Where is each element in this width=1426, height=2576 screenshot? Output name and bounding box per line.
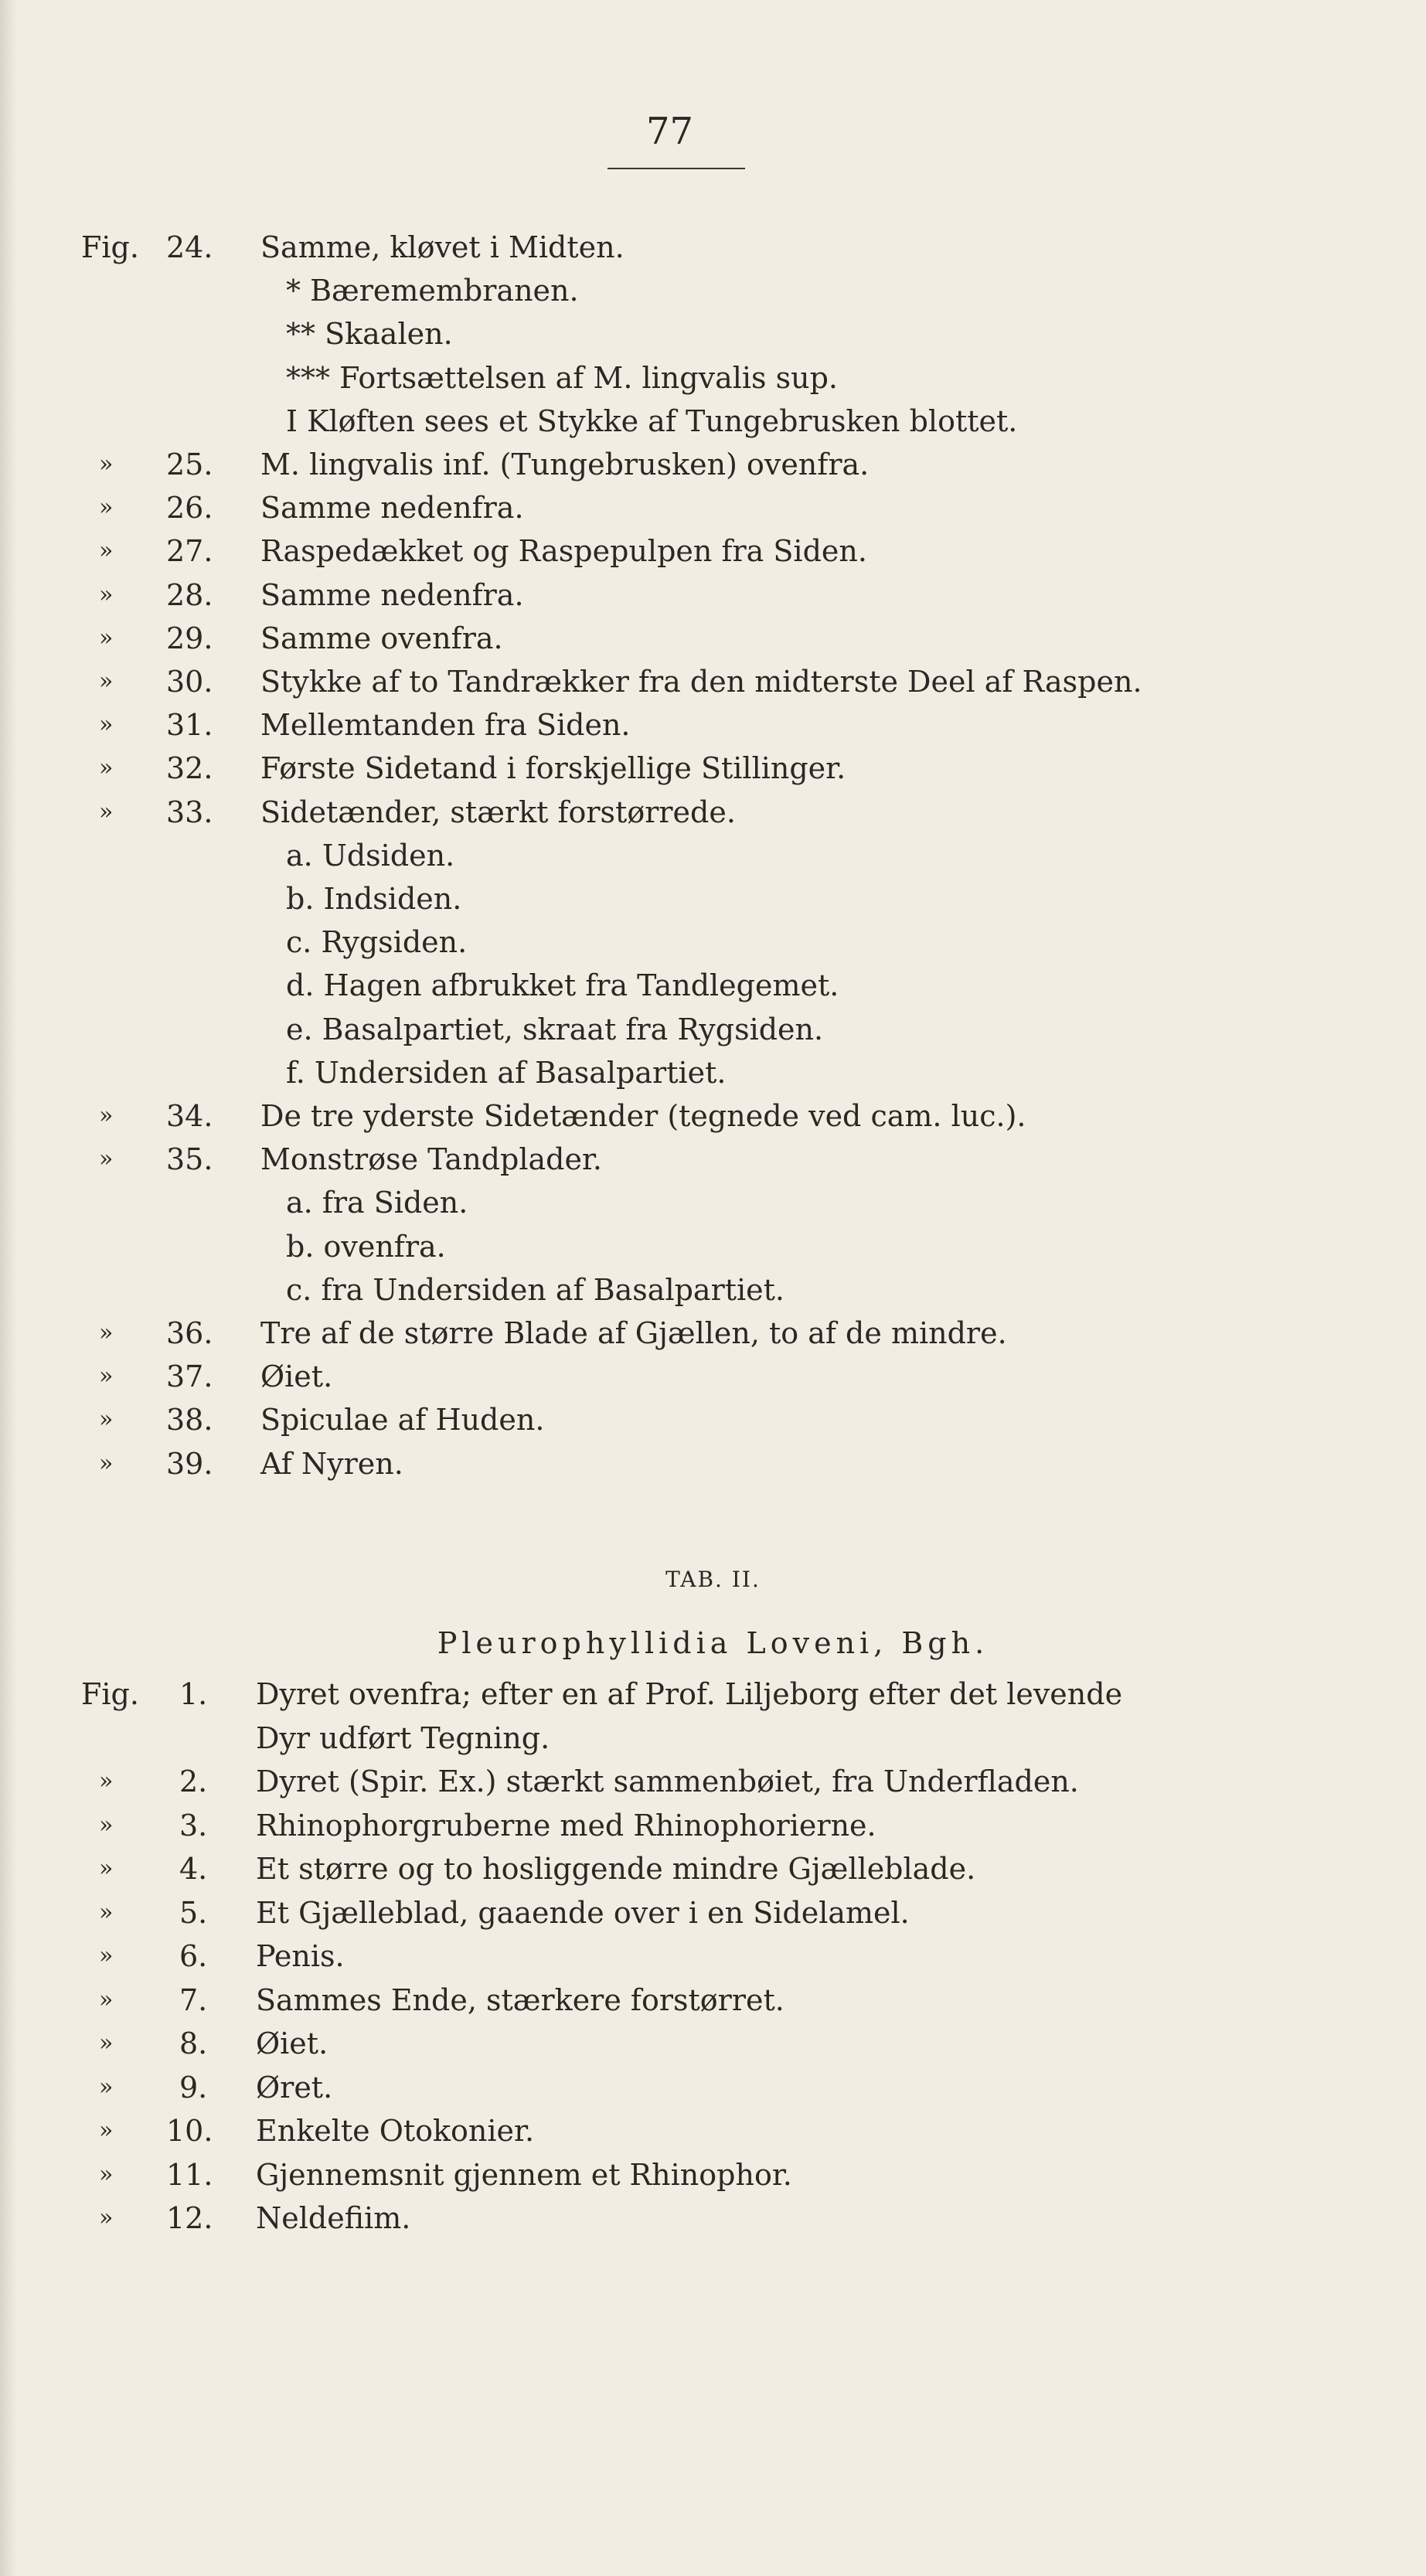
figure-number: 31. — [166, 708, 213, 742]
caption-row — [0, 356, 1426, 400]
caption-text: Sammes Ende, stærkere forstørret. — [256, 1983, 784, 2017]
caption-text: Spiculae af Huden. — [260, 1403, 545, 1437]
caption-row — [0, 1355, 1426, 1398]
caption-row — [0, 1673, 1426, 1716]
caption-row — [0, 226, 1426, 269]
caption-text: Sidetænder, stærkt forstørrede. — [260, 795, 736, 829]
figure-number: 33. — [166, 795, 213, 829]
ditto-mark: » — [99, 581, 114, 608]
caption-row — [0, 1268, 1426, 1312]
figure-number: 6. — [179, 1939, 208, 1973]
caption-row — [0, 1804, 1426, 1847]
caption-text: De tre yderste Sidetænder (tegnede ved cam. luc.). — [260, 1099, 1026, 1133]
caption-row — [0, 877, 1426, 920]
caption-text: I Kløften sees et Stykke af Tungebrusken blottet. — [286, 404, 1018, 438]
caption-row — [0, 617, 1426, 660]
figure-number: 39. — [166, 1447, 213, 1481]
caption-text: c. fra Undersiden af Basalpartiet. — [286, 1273, 784, 1307]
caption-row — [0, 1760, 1426, 1803]
fig-label: Fig. — [81, 1677, 139, 1711]
page-number: 77 — [646, 110, 694, 153]
caption-text: Samme, kløvet i Midten. — [260, 230, 625, 264]
caption-text: Dyr udført Tegning. — [256, 1721, 550, 1755]
caption-text: Øret. — [256, 2071, 333, 2105]
caption-text: Øiet. — [256, 2026, 328, 2060]
caption-text: Samme nedenfra. — [260, 491, 524, 525]
caption-row — [0, 703, 1426, 747]
caption-row — [0, 2066, 1426, 2109]
ditto-mark: » — [99, 2074, 114, 2101]
caption-row — [0, 1051, 1426, 1094]
figure-number: 35. — [166, 1142, 213, 1176]
figure-number: 29. — [166, 621, 213, 655]
figure-number: 38. — [166, 1403, 213, 1437]
ditto-mark: » — [99, 1812, 114, 1839]
caption-row — [0, 529, 1426, 573]
caption-text: Samme nedenfra. — [260, 578, 524, 612]
fig-label: Fig. — [81, 230, 139, 264]
caption-text: a. Udsiden. — [286, 839, 455, 873]
figure-number: 11. — [166, 2158, 213, 2192]
caption-text: f. Undersiden af Basalpartiet. — [286, 1056, 727, 1090]
figure-number: 5. — [179, 1896, 208, 1930]
ditto-mark: » — [99, 2117, 114, 2144]
caption-text: *** Fortsættelsen af M. lingvalis sup. — [286, 361, 838, 395]
caption-text: M. lingvalis inf. (Tungebrusken) ovenfra. — [260, 447, 870, 482]
ditto-mark: » — [99, 1855, 114, 1882]
ditto-mark: » — [99, 1450, 114, 1477]
ditto-mark: » — [99, 1942, 114, 1969]
caption-text: Mellemtanden fra Siden. — [260, 708, 631, 742]
caption-row — [0, 834, 1426, 877]
figure-number: 27. — [166, 534, 213, 568]
plate-label: TAB. II. — [665, 1567, 761, 1592]
ditto-mark: » — [99, 1102, 114, 1129]
figure-number: 2. — [179, 1764, 208, 1798]
caption-row — [0, 1181, 1426, 1224]
caption-text: ** Skaalen. — [286, 317, 453, 351]
figure-number: 12. — [166, 2201, 213, 2235]
caption-text: d. Hagen afbrukket fra Tandlegemet. — [286, 968, 839, 1002]
figure-number: 8. — [179, 2026, 208, 2060]
caption-row — [0, 964, 1426, 1007]
caption-row — [0, 1717, 1426, 1760]
caption-text: Stykke af to Tandrækker fra den midterste Deel af Raspen. — [260, 665, 1142, 699]
caption-row — [0, 1312, 1426, 1355]
caption-text: Et større og to hosliggende mindre Gjælleblade. — [256, 1852, 976, 1886]
ditto-mark: » — [99, 1145, 114, 1172]
figure-number: 25. — [166, 447, 213, 482]
caption-text: Rhinophorgruberne med Rhinophorierne. — [256, 1809, 876, 1843]
caption-text: Raspedækket og Raspepulpen fra Siden. — [260, 534, 867, 568]
ditto-mark: » — [99, 1363, 114, 1390]
caption-row — [0, 1979, 1426, 2022]
caption-text: Enkelte Otokonier. — [256, 2114, 535, 2148]
caption-text: Gjennemsnit gjennem et Rhinophor. — [256, 2158, 792, 2192]
caption-row — [0, 747, 1426, 790]
caption-text: Et Gjælleblad, gaaende over i en Sidelamel. — [256, 1896, 910, 1930]
caption-row — [0, 269, 1426, 312]
caption-text: c. Rygsiden. — [286, 925, 468, 959]
caption-row — [0, 1008, 1426, 1051]
ditto-mark: » — [99, 1899, 114, 1926]
ditto-mark: » — [99, 494, 114, 521]
caption-row — [0, 400, 1426, 443]
caption-text: Af Nyren. — [260, 1447, 403, 1481]
caption-text: Neldefiim. — [256, 2201, 411, 2235]
figure-number: 28. — [166, 578, 213, 612]
caption-row — [0, 2153, 1426, 2197]
ditto-mark: » — [99, 451, 114, 478]
caption-row — [0, 2197, 1426, 2240]
figure-number: 10. — [166, 2114, 213, 2148]
figure-number: 9. — [179, 2071, 208, 2105]
ditto-mark: » — [99, 754, 114, 781]
figure-number: 7. — [179, 1983, 208, 2017]
caption-text: Dyret ovenfra; efter en af Prof. Liljeborg efter det levende — [256, 1677, 1123, 1711]
caption-text: * Bæremembranen. — [286, 274, 579, 308]
caption-row — [0, 312, 1426, 356]
figure-number: 37. — [166, 1359, 213, 1393]
figure-number: 3. — [179, 1809, 208, 1843]
ditto-mark: » — [99, 1986, 114, 2013]
caption-text: Penis. — [256, 1939, 345, 1973]
caption-text: Øiet. — [260, 1359, 333, 1393]
caption-text: Dyret (Spir. Ex.) stærkt sammenbøiet, fra Underfladen. — [256, 1764, 1079, 1798]
caption-row — [0, 1891, 1426, 1935]
figure-number: 4. — [179, 1852, 208, 1886]
caption-text: b. ovenfra. — [286, 1230, 446, 1264]
caption-row — [0, 1138, 1426, 1181]
caption-row — [0, 920, 1426, 964]
caption-row — [0, 2022, 1426, 2065]
ditto-mark: » — [99, 2030, 114, 2057]
caption-row — [0, 1094, 1426, 1138]
ditto-mark: » — [99, 1768, 114, 1795]
caption-row — [0, 443, 1426, 486]
caption-text: a. fra Siden. — [286, 1186, 468, 1220]
caption-row — [0, 486, 1426, 529]
ditto-mark: » — [99, 1406, 114, 1433]
caption-text: b. Indsiden. — [286, 882, 462, 916]
caption-text: Tre af de større Blade af Gjællen, to af de mindre. — [260, 1316, 1007, 1350]
caption-text: Monstrøse Tandplader. — [260, 1142, 603, 1176]
caption-row — [0, 1398, 1426, 1441]
figure-number: 34. — [166, 1099, 213, 1133]
species-heading: Pleurophyllidia Loveni, Bgh. — [437, 1626, 989, 1660]
figure-number: 30. — [166, 665, 213, 699]
figure-number: 24. — [166, 230, 213, 264]
ditto-mark: » — [99, 668, 114, 695]
ditto-mark: » — [99, 624, 114, 652]
caption-row — [0, 791, 1426, 834]
ditto-mark: » — [99, 537, 114, 564]
caption-row — [0, 2109, 1426, 2152]
ditto-mark: » — [99, 1319, 114, 1346]
caption-row — [0, 1442, 1426, 1485]
figure-number: 32. — [166, 751, 213, 785]
ditto-mark: » — [99, 711, 114, 738]
caption-text: e. Basalpartiet, skraat fra Rygsiden. — [286, 1012, 824, 1046]
ditto-mark: » — [99, 798, 114, 825]
figure-number: 26. — [166, 491, 213, 525]
caption-text: Første Sidetand i forskjellige Stillinger. — [260, 751, 846, 785]
caption-text: Samme ovenfra. — [260, 621, 503, 655]
caption-row — [0, 1847, 1426, 1890]
caption-row — [0, 1935, 1426, 1978]
caption-row — [0, 573, 1426, 617]
ditto-mark: » — [99, 2204, 114, 2231]
figure-number: 1. — [179, 1677, 208, 1711]
figure-number: 36. — [166, 1316, 213, 1350]
caption-row — [0, 1225, 1426, 1268]
ditto-mark: » — [99, 2161, 114, 2188]
caption-row — [0, 660, 1426, 703]
